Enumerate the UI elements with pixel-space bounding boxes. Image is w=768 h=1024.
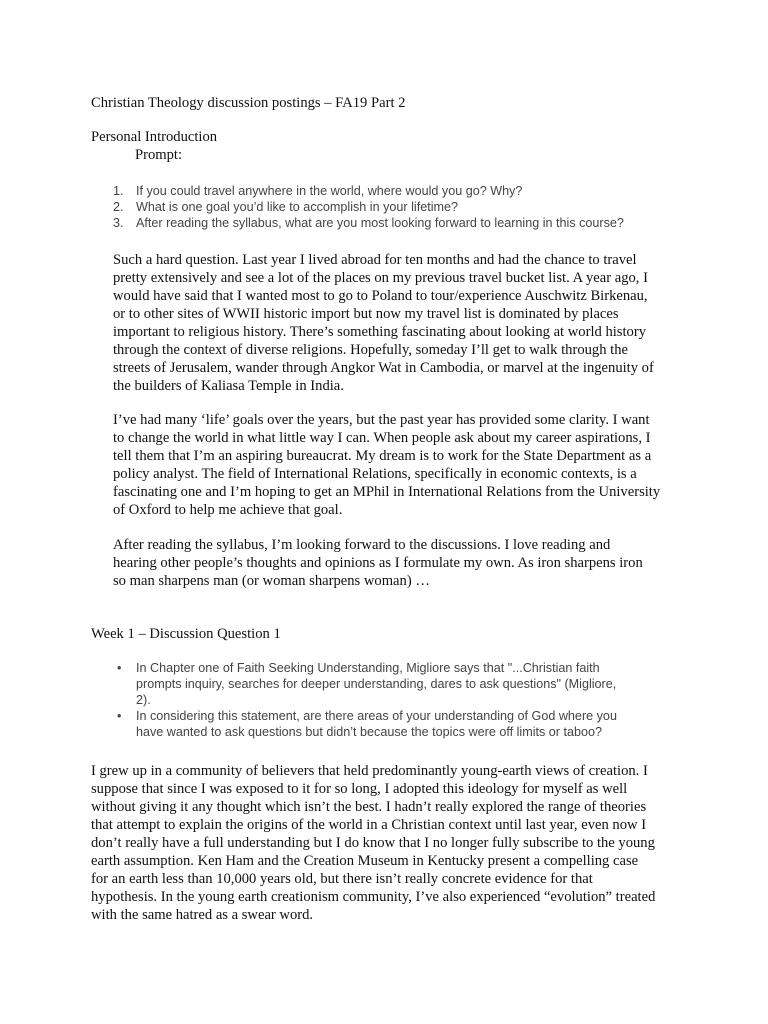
text-line: important to religious history. There’s something fascinating about looking at world history: [113, 324, 646, 340]
text-line: Such a hard question. Last year I lived abroad for ten months and had the chance to travel: [113, 252, 637, 268]
text-line: through the context of diverse religions. Hopefully, someday I’ll get to walk through the: [113, 342, 628, 358]
text-line: 2).: [136, 693, 151, 707]
text-line: to change the world in what little way I can. When people ask about my career aspirations, I: [113, 430, 651, 446]
text-line: I grew up in a community of believers that held predominantly young-earth views of creation. I: [91, 763, 648, 779]
list-item: [113, 199, 713, 215]
text-line: hypothesis. In the young earth creationism community, I’ve also experienced “evolution” treated: [91, 889, 656, 905]
bullet-glyph: •: [117, 661, 122, 675]
list-item: [113, 660, 673, 708]
text-line: suppose that since I was exposed to it for so long, I adopted this ideology for myself as well: [91, 781, 628, 797]
text-line: pretty extensively and see a lot of the places on my previous travel bucket list. A year ago, I: [113, 270, 648, 286]
text-line: fascinating one and I’m hoping to get an MPhil in International Relations from the University: [113, 484, 661, 500]
text-line: I’ve had many ‘life’ goals over the years, but the past year has provided some clarity. I want: [113, 412, 650, 428]
bullet-glyph: •: [117, 709, 122, 723]
intro-heading: Personal Introduction: [91, 129, 218, 145]
text-line: don’t really have a full understanding but I do know that I no longer fully subscribe to the young: [91, 835, 655, 851]
intro-prompt-list: [113, 183, 713, 231]
text-line: have wanted to ask questions but didn’t because the topics were off limits or taboo?: [136, 725, 603, 739]
text-line: In considering this statement, are there areas of your understanding of God where you: [136, 709, 617, 723]
list-number: 3.: [113, 216, 124, 230]
answer-goal-paragraph: [113, 411, 681, 519]
text-line: for an earth less than 10,000 years old, but there isn’t really concrete evidence for that: [91, 871, 593, 887]
text-line: without giving it any thought which isn’t the best. I hadn’t really explored the range of theories: [91, 799, 647, 815]
list-item: [113, 215, 713, 231]
week1-question-list: [113, 660, 673, 740]
list-number: 2.: [113, 200, 124, 214]
text-line: the builders of Kaliasa Temple in India.: [113, 378, 344, 394]
text-line: After reading the syllabus, I’m looking forward to the discussions. I love reading and: [113, 537, 611, 553]
text-line: would have said that I wanted most to go to Poland to tour/experience Auschwitz Birkenau,: [113, 288, 648, 304]
prompt-label: Prompt:: [135, 147, 183, 163]
week1-heading: Week 1 – Discussion Question 1: [91, 626, 281, 642]
text-line: that attempt to explain the origins of the world in a Christian context until last year, even now I: [91, 817, 647, 833]
week1-answer-paragraph: [91, 762, 681, 924]
text-line: or to other sites of WWII historic import but now my travel list is dominated by places: [113, 306, 619, 322]
text-line: of Oxford to help me achieve that goal.: [113, 502, 343, 518]
text-line: tell them that I’m an aspiring bureaucrat. My dream is to work for the State Department as a: [113, 448, 652, 464]
list-number: 1.: [113, 184, 124, 198]
text-line: prompts inquiry, searches for deeper understanding, dares to ask questions" (Migliore,: [136, 677, 617, 691]
answer-syllabus-paragraph: [113, 536, 681, 590]
document-title: Christian Theology discussion postings – FA19 Part 2: [91, 95, 406, 111]
prompt-text: What is one goal you’d like to accomplish in your lifetime?: [136, 200, 458, 214]
text-line: earth assumption. Ken Ham and the Creation Museum in Kentucky present a compelling case: [91, 853, 639, 869]
text-line: streets of Jerusalem, wander through Angkor Wat in Cambodia, or marvel at the ingenuity of: [113, 360, 654, 376]
prompt-text: After reading the syllabus, what are you most looking forward to learning in this course?: [136, 216, 624, 230]
text-line: so man sharpens man (or woman sharpens woman) …: [113, 573, 430, 589]
text-line: In Chapter one of Faith Seeking Understanding, Migliore says that "...Christian faith: [136, 661, 600, 675]
list-item: [113, 708, 673, 740]
answer-travel-paragraph: [113, 251, 681, 395]
list-item: [113, 183, 713, 199]
text-line: with the same hatred as a swear word.: [91, 907, 314, 923]
prompt-text: If you could travel anywhere in the world, where would you go? Why?: [136, 184, 523, 198]
text-line: policy analyst. The field of International Relations, specifically in economic contexts, is a: [113, 466, 637, 482]
text-line: hearing other people’s thoughts and opinions as I formulate my own. As iron sharpens iron: [113, 555, 643, 571]
